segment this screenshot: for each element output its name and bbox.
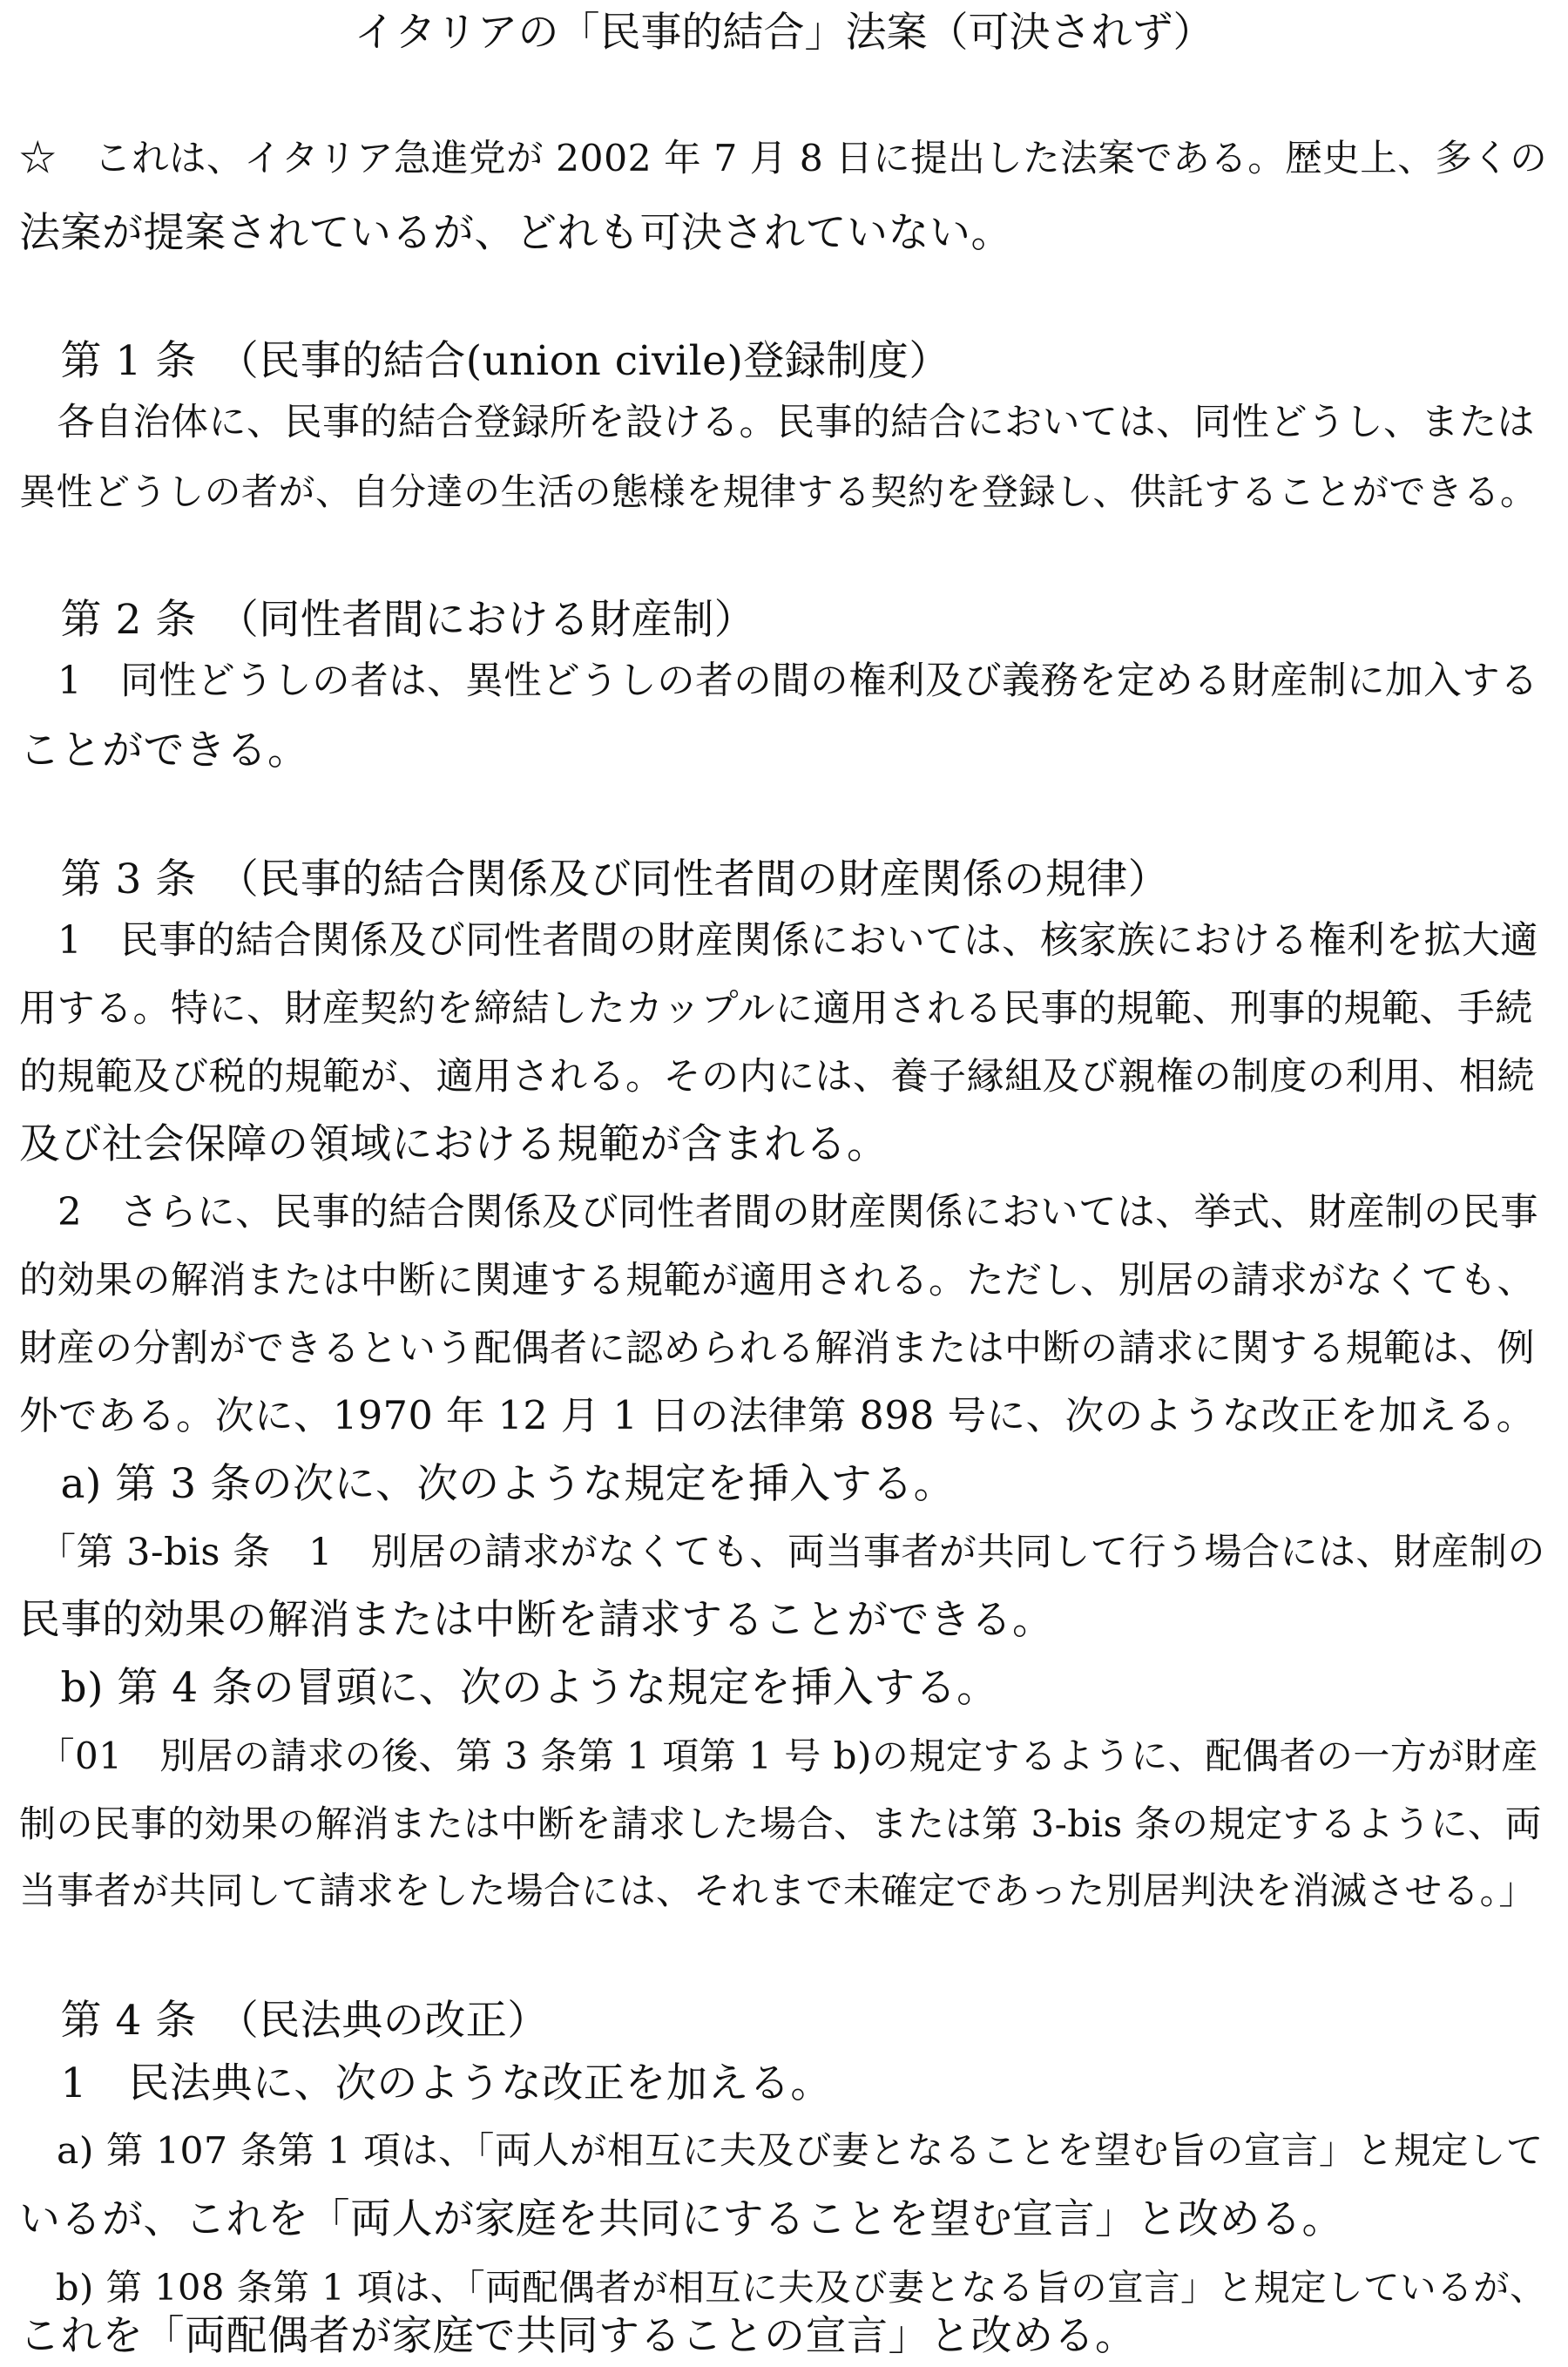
article-3-b-quote-line-2: 制の民事的効果の解消または中断を請求した場合、または第 3-bis 条の規定するように、両 [19,1802,1542,1845]
article-2-heading: 第 2 条 （同性者間における財産制） [19,596,756,644]
article-4-p1-line: 1 民法典に、次のような改正を加える。 [19,2059,832,2107]
article-3-b-quote-line-1: 「01 別居の請求の後、第 3 条第 1 項第 1 号 b)の規定するように、配偶者の一方が財産 [19,1735,1538,1777]
article-3-p1-line-1: 1 民事的結合関係及び同性者間の財産関係においては、核家族における権利を拡大適 [19,919,1539,963]
article-3-p2-line-4: 外である。次に、1970 年 12 月 1 日の法律第 898 号に、次のような改正を加える。 [19,1394,1536,1438]
article-4-a-line-1: a) 第 107 条第 1 項は、「両人が相互に夫及び妻となることを望む旨の宣言」と規定して [19,2130,1544,2173]
article-3-a-line: a) 第 3 条の次に、次のような規定を挿入する。 [19,1460,956,1508]
article-3-heading: 第 3 条 （民事的結合関係及び同性者間の財産関係の規律） [19,856,1170,903]
intro-line-2: 法案が提案されているが、どれも可決されていない。 [19,209,1012,257]
article-3-b-quote-line-3: 当事者が共同して請求をした場合には、それまで未確定であった別居判決を消滅させる。」 [19,1870,1537,1913]
article-3-a-quote-line-1: 「第 3-bis 条 1 別居の請求がなくても、両当事者が共同して行う場合には、財産制の [19,1531,1545,1574]
article-4-heading: 第 4 条 （民法典の改正） [19,1997,549,2045]
intro-line-1: ☆ これは、イタリア急進党が 2002 年 7 月 8 日に提出した法案である。歴史上、多くの [19,138,1548,180]
article-1-line-2: 異性どうしの者が、自分達の生活の態様を規律する契約を登録し、供託することができる。 [19,470,1538,513]
article-3-a-quote-line-2: 民事的効果の解消または中断を請求することができる。 [19,1596,1054,1644]
article-3-p1-line-3: 的規範及び税的規範が、適用される。その内には、養子縁組及び親権の制度の利用、相続 [19,1055,1535,1099]
document-title: イタリアの「民事的結合」法案（可決されず） [354,9,1214,57]
article-4-a-line-2: いるが、これを「両人が家庭を共同にすることを望む宣言」と改める。 [19,2195,1343,2243]
article-4-b-line-1: b) 第 108 条第 1 項は、「両配偶者が相互に夫及び妻となる旨の宣言」と規定しているが、 [19,2266,1547,2309]
article-3-p1-line-4: 及び社会保障の領域における規範が含まれる。 [19,1120,889,1168]
article-3-p2-line-2: 的効果の解消または中断に関連する規範が適用される。ただし、別居の請求がなくても、 [19,1259,1535,1302]
article-3-p2-line-3: 財産の分割ができるという配偶者に認められる解消または中断の請求に関する規範は、例 [19,1327,1535,1370]
article-2-line-2: ことができる。 [19,727,309,774]
article-2-line-1: 1 同性どうしの者は、異性どうしの者の間の権利及び義務を定める財産制に加入する [19,659,1539,703]
article-3-b-line: b) 第 4 条の冒頭に、次のような規定を挿入する。 [19,1664,998,1712]
article-4-b-line-2: これを「両配偶者が家庭で共同することの宣言」と改める。 [19,2312,1137,2360]
article-3-p1-line-2: 用する。特に、財産契約を締結したカップルに適用される民事的規範、刑事的規範、手続 [19,987,1533,1031]
article-1-line-1: 各自治体に、民事的結合登録所を設ける。民事的結合においては、同性どうし、または [19,401,1535,444]
article-3-p2-line-1: 2 さらに、民事的結合関係及び同性者間の財産関係においては、挙式、財産制の民事 [19,1191,1539,1234]
article-1-heading: 第 1 条 （民事的結合(union civile)登録制度） [19,337,950,385]
